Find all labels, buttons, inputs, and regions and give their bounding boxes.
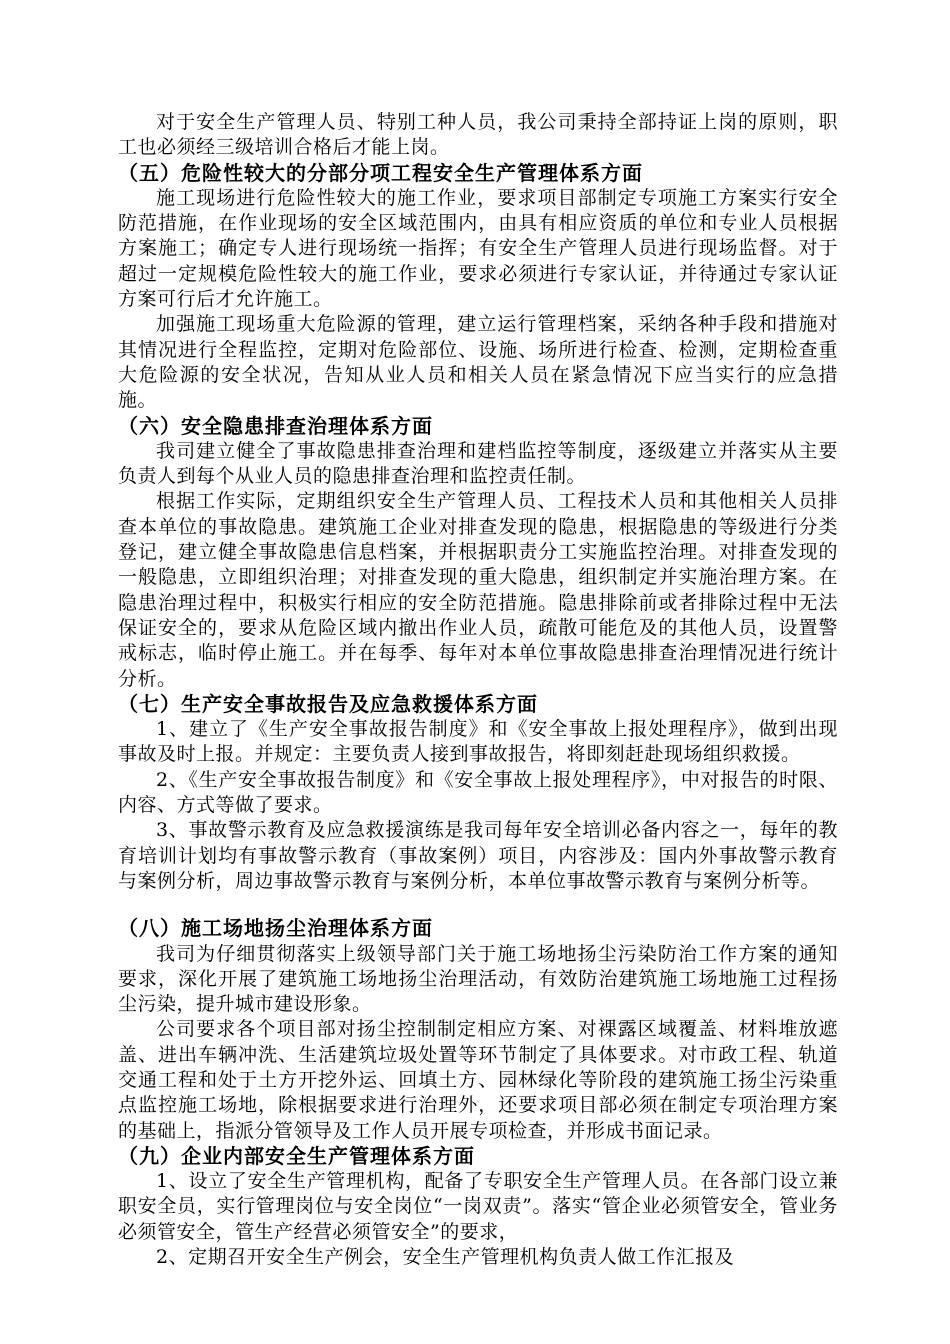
paragraph: 1、建立了《生产安全事故报告制度》和《安全事故上报处理程序》，做到出现事故及时上报。并规定：主要负责人接到事故报告，将即刻赶赴现场组织救援。 xyxy=(118,718,838,766)
section-heading-7: （七）生产安全事故报告及应急救援体系方面 xyxy=(118,691,538,716)
blank-line xyxy=(118,894,838,916)
paragraph: 公司要求各个项目部对扬尘控制制定相应方案、对裸露区域覆盖、材料堆放遮盖、进出车辆冲洗、生活建筑垃圾处置等环节制定了具体要求。对市政工程、轨道交通工程和处于土方开挖外运、回填土方、园林绿化等阶段的建筑施工扬尘污染重点监控施工场地，除根据要求进行治理外，还要求项目部必须在制定专项治理方案的基础上，指派分管领导及工作人员开展专项检查，并形成书面记录。 xyxy=(118,1018,838,1142)
paragraph: 我司建立健全了事故隐患排查治理和建档监控等制度，逐级建立并落实从主要负责人到每个从业人员的隐患排查治理和监控责任制。 xyxy=(118,439,838,488)
paragraph: 施工现场进行危险性较大的施工作业，要求项目部制定专项施工方案实行安全防范措施，在作业现场的安全区域范围内，由具有相应资质的单位和专业人员根据方案施工；确定专人进行现场统一指挥；有安全生产管理人员进行现场监督。对于超过一定规模危险性较大的施工作业，要求必须进行专家认证，并待通过专家认证方案可行后才允许施工。 xyxy=(118,186,838,311)
paragraph: 加强施工现场重大危险源的管理，建立运行管理档案，采纳各种手段和措施对其情况进行全程监控，定期对危险部位、设施、场所进行检查、检测，定期检查重大危险源的安全状况，告知从业人员和相关人员在紧急情况下应当实行的应急措施。 xyxy=(118,313,838,412)
section-heading-9: （九）企业内部安全生产管理体系方面 xyxy=(118,1143,475,1168)
paragraph: 2、《生产安全事故报告制度》和《安全事故上报处理程序》，中对报告的时限、内容、方式等做了要求。 xyxy=(118,768,838,817)
section-heading-6: （六）安全隐患排查治理体系方面 xyxy=(118,413,433,438)
paragraph: 2、定期召开安全生产例会，安全生产管理机构负责人做工作汇报及 xyxy=(156,1246,735,1269)
paragraph: 根据工作实际，定期组织安全生产管理人员、工程技术人员和其他相关人员排查本单位的事故隐患。建筑施工企业对排查发现的隐患，根据隐患的等级进行分类登记，建立健全事故隐患信息档案，并根据职责分工实施监控治理。对排查发现的一般隐患，立即组织治理；对排查发现的重大隐患，组织制定并实施治理方案。在隐患治理过程中，积极实行相应的安全防范措施。隐患排除前或者排除过程中无法保证安全的，要求从危险区域内撤出作业人员，疏散可能危及的其他人员，设置警戒标志，临时停止施工。并在每季、每年对本单位事故隐患排查治理情况进行统计分析。 xyxy=(118,490,838,690)
paragraph: 对于安全生产管理人员、特别工种人员，我公司秉持全部持证上岗的原则，职工也必须经三级培训合格后才能上岗。 xyxy=(118,111,838,159)
paragraph: 3、事故警示教育及应急救援演练是我司每年安全培训必备内容之一，每年的教育培训计划均有事故警示教育（事故案例）项目，内容涉及：国内外事故警示教育与案例分析，周边事故警示教育与案例分析，本单位事故警示教育与案例分析等。 xyxy=(118,819,838,892)
paragraph: 我司为仔细贯彻落实上级领导部门关于施工场地扬尘污染防治工作方案的通知要求，深化开展了建筑施工场地扬尘治理活动，有效防治建筑施工场地施工过程扬尘污染，提升城市建设形象。 xyxy=(118,942,838,1016)
paragraph: 1、设立了安全生产管理机构，配备了专职安全生产管理人员。在各部门设立兼职安全员，实行管理岗位与安全岗位“一岗双责”。落实“管企业必须管安全，管业务必须管安全，管生产经营必须管安全”的要求， xyxy=(118,1170,838,1243)
section-heading-8: （八）施工场地扬尘治理体系方面 xyxy=(118,916,433,941)
section-heading-5: （五）危险性较大的分部分项工程安全生产管理体系方面 xyxy=(118,160,643,185)
document-body xyxy=(118,110,838,1270)
